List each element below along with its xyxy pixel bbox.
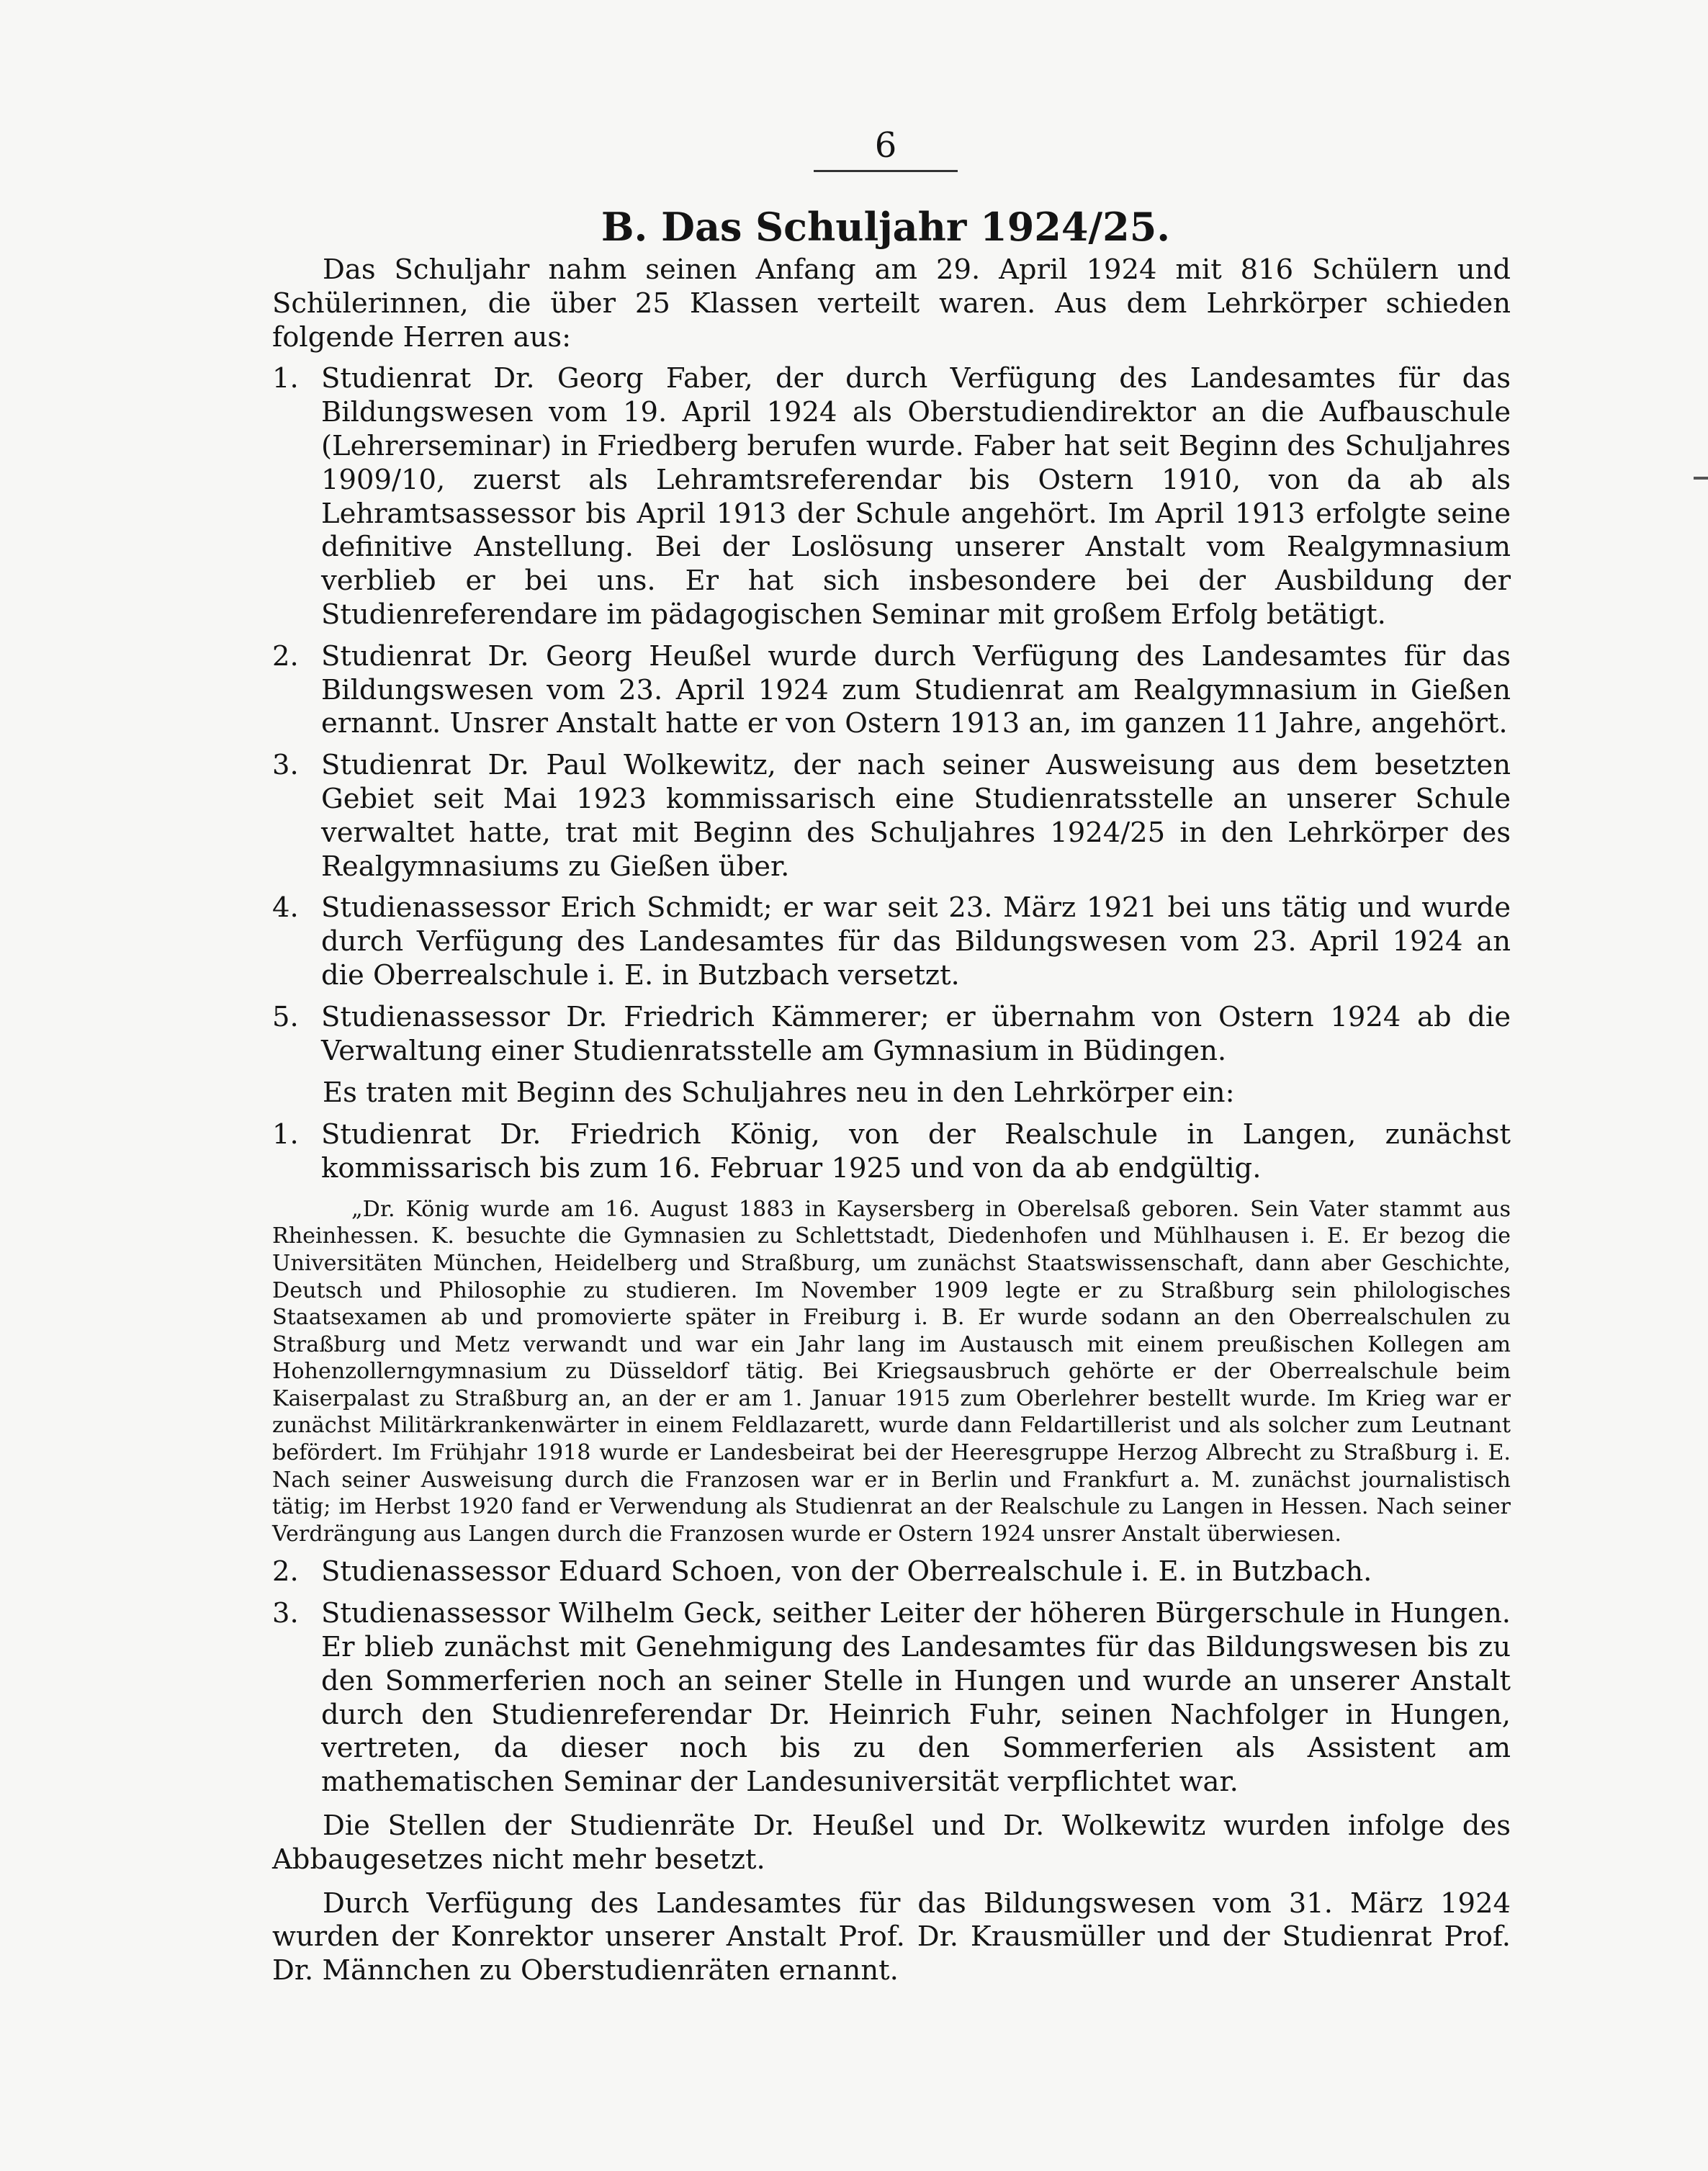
list-item	[272, 1001, 1511, 1069]
list-text: Studienrat Dr. Paul Wolkewitz, der nach seiner Ausweisung aus dem besetzten Gebiet seit Mai 1923 kommissarisch eine Studienratsstelle an unserer Schule verwaltet hatte, trat mit Beginn des Schuljahres 1924/25 in den Lehrkörper des Realgymnasiums zu Gießen über.	[321, 749, 1511, 883]
arrivals-heading: Es traten mit Beginn des Schuljahres neu in den Lehrkörper ein:	[323, 1076, 1235, 1110]
list-item	[272, 640, 1511, 741]
list-number: 4.	[272, 891, 299, 925]
list-item	[272, 891, 1511, 992]
list-text: Studienassessor Eduard Schoen, von der Oberrealschule i. E. in Butzbach.	[321, 1555, 1372, 1588]
document-body	[272, 253, 1511, 1992]
page-number-rule	[814, 170, 958, 172]
list-text: Studienassessor Wilhelm Geck, seither Leiter der höheren Bürgerschule in Hungen. Er blieb zunächst mit Genehmigung des Landesamtes für das Bildungswesen bis zu den Sommerferien noch an seiner Stelle in Hungen und wurde an unserer Anstalt durch den Studienreferendar Dr. Heinrich Fuhr, seinen Nachfolger in Hungen, vertreten, da dieser noch bis zu den Sommerferien als Assistent am mathematischen Seminar der Landesuniversität verpflichtet war.	[321, 1597, 1511, 1799]
list-item	[272, 1597, 1511, 1799]
list-number: 3.	[272, 749, 299, 782]
arrivals-list	[272, 1118, 1511, 1799]
page-number: 6	[874, 125, 897, 166]
list-text: Studienrat Dr. Friedrich König, von der Realschule in Langen, zunächst kommissarisch bis zum 16. Februar 1925 und von da ab endgültig.	[321, 1118, 1511, 1185]
list-text: Studienrat Dr. Georg Heußel wurde durch Verfügung des Landesamtes für das Bildungswesen vom 23. April 1924 zum Studienrat am Realgymnasium in Gießen ernannt. Unsrer Anstalt hatte er von Ostern 1913 an, im ganzen 11 Jahre, angehört.	[321, 639, 1511, 740]
promotion-paragraph: Durch Verfügung des Landesamtes für das Bildungswesen vom 31. März 1924 wurden der Konrektor unserer Anstalt Prof. Dr. Krausmüller und der Studienrat Prof. Dr. Männchen zu Oberstudienräten ernannt.	[272, 1887, 1511, 1987]
departures-list	[272, 362, 1511, 1068]
list-number: 1.	[272, 1118, 299, 1151]
koenig-biography: „Dr. König wurde am 16. August 1883 in Kaysersberg in Oberelsaß geboren. Sein Vater stammt aus Rheinhessen. K. besuchte die Gymnasien zu Schlettstadt, Diedenhofen und Mühlhausen i. E. Er bezog die Universitäten München, Heidelberg und Straßburg, um zunächst Staatswissenschaft, dann aber Geschichte, Deutsch und Philosophie zu studieren. Im November 1909 legte er zu Straßburg sein philologisches Staatsexamen ab und promovierte später in Freiburg i. B. Er wurde sodann an den Oberrealschulen zu Straßburg und Metz verwandt und war ein Jahr lang im Austausch mit einem preußischen Kollegen am Hohenzollerngymnasium zu Düsseldorf tätig. Bei Kriegsausbruch gehörte er der Oberrealschule beim Kaiserpalast zu Straßburg an, an der er am 1. Januar 1915 zum Oberlehrer bestellt wurde. Im Krieg war er zunächst Militärkrankenwärter in einem Feldlazarett, wurde dann Feldartillerist und als solcher zum Leutnant befördert. Im Frühjahr 1918 wurde er Landesbeirat bei der Heeresgruppe Herzog Albrecht zu Straßburg i. E. Nach seiner Ausweisung durch die Franzosen war er in Berlin und Frankfurt a. M. zunächst journalistisch tätig; im Herbst 1920 fand er Verwendung als Studienrat an der Realschule zu Langen in Hessen. Nach seiner Verdrängung aus Langen durch die Franzosen wurde er Ostern 1924 unsrer Anstalt überwiesen.	[272, 1196, 1511, 1547]
list-number: 5.	[272, 1000, 299, 1033]
section-title: B. Das Schuljahr 1924/25.	[601, 204, 1171, 250]
vacant-posts-paragraph: Die Stellen der Studienräte Dr. Heußel und Dr. Wolkewitz wurden infolge des Abbaugesetzes nicht mehr besetzt.	[272, 1810, 1511, 1876]
list-text: Studienassessor Erich Schmidt; er war seit 23. März 1921 bei uns tätig und wurde durch Verfügung des Landesamtes für das Bildungswesen vom 23. April 1924 an die Oberrealschule i. E. in Butzbach versetzt.	[321, 891, 1511, 992]
list-text: Studienassessor Dr. Friedrich Kämmerer; er übernahm von Ostern 1924 ab die Verwaltung einer Studienratsstelle am Gymnasium in Büdingen.	[321, 1000, 1511, 1067]
list-number: 2.	[272, 1555, 299, 1588]
list-item	[272, 362, 1511, 631]
list-item	[272, 1555, 1511, 1589]
list-number: 3.	[272, 1597, 299, 1630]
scan-edge-mark	[1694, 477, 1708, 480]
list-text: Studienrat Dr. Georg Faber, der durch Verfügung des Landesamtes für das Bildungswesen vom 19. April 1924 als Oberstudiendirektor an die Aufbauschule (Lehrerseminar) in Friedberg berufen wurde. Faber hat seit Beginn des Schuljahres 1909/10, zuerst als Lehramtsreferendar bis Ostern 1910, von da ab als Lehramtsassessor bis April 1913 der Schule angehört. Im April 1913 erfolgte seine definitive Anstellung. Bei der Loslösung unserer Anstalt vom Realgymnasium verblieb er bei uns. Er hat sich insbesondere bei der Ausbildung der Studienreferendare im pädagogischen Seminar mit großem Erfolg betätigt.	[321, 362, 1511, 631]
list-item	[272, 749, 1511, 884]
list-number: 1.	[272, 362, 299, 395]
list-item	[272, 1118, 1511, 1186]
list-number: 2.	[272, 639, 299, 673]
intro-paragraph: Das Schuljahr nahm seinen Anfang am 29. April 1924 mit 816 Schülern und Schülerinnen, die über 25 Klassen verteilt waren. Aus dem Lehrkörper schieden folgende Herren aus:	[272, 253, 1511, 354]
